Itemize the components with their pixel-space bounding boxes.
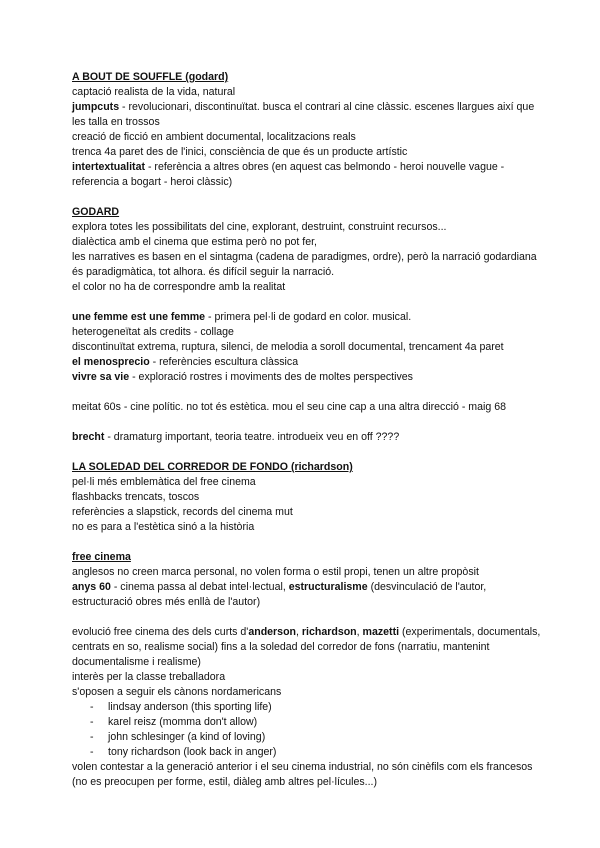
text-line: dialèctica amb el cinema que estima però no pot fer,: [72, 236, 317, 248]
spacer: [72, 610, 542, 625]
text-line: el color no ha de correspondre amb la realitat: [72, 281, 286, 293]
text-line: referències a slapstick, records del cinema mut: [72, 506, 293, 518]
term-intertextualitat: intertextualitat: [72, 161, 145, 173]
term-description: - revolucionari, discontinuïtat. busca el contrari al cine clàssic. escenes llargues així que les talla en trossos: [72, 101, 535, 128]
text-line: [72, 160, 542, 190]
term-description: - dramaturg important, teoria teatre. introdueix veu en off ????: [104, 431, 400, 443]
term-description: - exploració rostres i moviments des de moltes perspectives: [129, 371, 413, 383]
text-line: [72, 355, 542, 370]
term-description: (desvinculació de l'autor, estructuració obres més enllà de l'autor): [72, 581, 487, 608]
term-description: - referències escultura clàssica: [149, 356, 299, 368]
text-line: [72, 370, 542, 385]
spacer: [72, 295, 542, 310]
term-estructuralisme: estructuralisme: [288, 581, 368, 593]
list-item: - tony richardson (look back in anger): [90, 745, 542, 760]
document-content: [72, 70, 542, 790]
term-description: - referència a altres obres (en aquest cas belmondo - heroi nouvelle vague - referencia a bogart - heroi clàssic): [72, 161, 505, 188]
text-line: creació de ficció en ambient documental, localitzacions reals: [72, 131, 356, 143]
text-line: trenca 4a paret des de l'inici, consciència de que és un producte artístic: [72, 146, 408, 158]
list-item: - john schlesinger (a kind of loving): [90, 730, 542, 745]
name-mazetti: mazetti: [362, 626, 400, 638]
text-line: [72, 625, 542, 670]
text-line: s'oposen a seguir els cànons nordamericans: [72, 686, 282, 698]
list-item: - karel reisz (momma don't allow): [90, 715, 542, 730]
text-line: heterogeneïtat als credits - collage: [72, 326, 234, 338]
term-brecht: brecht: [72, 431, 105, 443]
section-heading-la-soledad: LA SOLEDAD DEL CORREDOR DE FONDO (richardson): [72, 461, 353, 473]
term-une-femme-est-une-femme: une femme est une femme: [72, 311, 206, 323]
text-fragment: ,: [296, 626, 302, 638]
text-line: interès per la classe treballadora: [72, 671, 226, 683]
name-anderson: anderson: [248, 626, 297, 638]
spacer: [72, 415, 542, 430]
name-richardson: richardson: [301, 626, 357, 638]
term-anys-60: anys 60: [72, 581, 111, 593]
section-heading-godard: GODARD: [72, 206, 120, 218]
term-description: - cinema passa al debat intel·lectual,: [110, 581, 289, 593]
list-item: - lindsay anderson (this sporting life): [90, 700, 542, 715]
text-line: discontinuïtat extrema, ruptura, silenci, de melodia a soroll documental, trencament 4a paret: [72, 341, 504, 353]
text-line: les narratives es basen en el sintagma (cadena de paradigmes, ordre), però la narració godardiana és paradigmàtica, tot alhora. és difícil seguir la narració.: [72, 251, 537, 278]
text-fragment: evolució free cinema des dels curts d': [72, 626, 249, 638]
text-line: no es para a l'estètica sinó a la història: [72, 521, 255, 533]
text-line: captació realista de la vida, natural: [72, 86, 236, 98]
director-list: [72, 700, 542, 760]
spacer: [72, 385, 542, 400]
spacer: [72, 445, 542, 460]
section-heading-free-cinema: free cinema: [72, 551, 131, 563]
text-line: [72, 580, 542, 610]
section-heading-a-bout-de-souffle: A BOUT DE SOUFFLE (godard): [72, 71, 229, 83]
spacer: [72, 535, 542, 550]
text-line: meitat 60s - cine polític. no tot és estètica. mou el seu cine cap a una altra direcció - maig 68: [72, 401, 506, 413]
text-line: pel·li més emblemàtica del free cinema: [72, 476, 256, 488]
text-line: [72, 430, 542, 445]
term-el-menosprecio: el menosprecio: [72, 356, 150, 368]
text-fragment: ,: [356, 626, 363, 638]
text-line: anglesos no creen marca personal, no volen forma o estil propi, tenen un altre propòsit: [72, 566, 479, 578]
term-description: - primera pel·li de godard en color. musical.: [205, 311, 412, 323]
text-fragment: (experimentals, documentals, centrats en so, realisme social) fins a la soledad del corredor de fons (narratiu, mantenint documentalisme i realisme): [72, 626, 541, 668]
term-jumpcuts: jumpcuts: [72, 101, 120, 113]
spacer: [72, 190, 542, 205]
text-line: [72, 310, 542, 325]
term-vivre-sa-vie: vivre sa vie: [72, 371, 130, 383]
text-line: [72, 100, 542, 130]
text-line: explora totes les possibilitats del cine, explorant, destruint, construint recursos...: [72, 221, 447, 233]
text-line: volen contestar a la generació anterior i el seu cinema industrial, no són cinèfils com els francesos (no es preocupen per forme, estil, diàleg amb altres pel·lícules...): [72, 761, 533, 788]
text-line: flashbacks trencats, toscos: [72, 491, 200, 503]
